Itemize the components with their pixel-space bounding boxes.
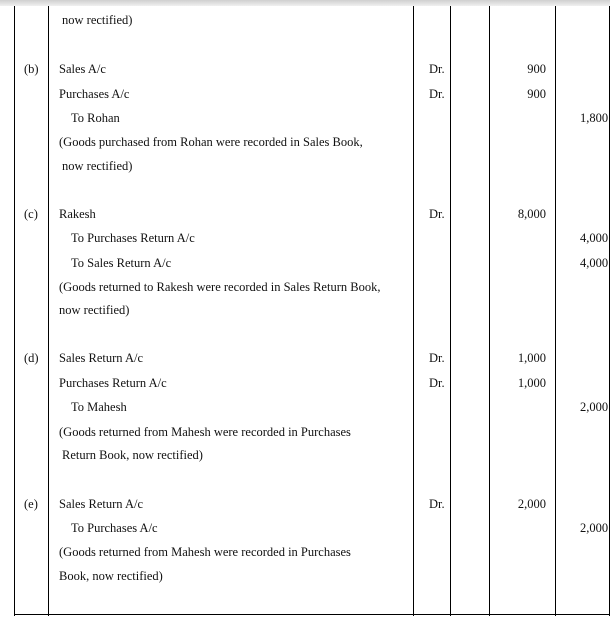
debit-amount: 2,000 [517, 497, 546, 511]
bottom-rule [14, 614, 610, 615]
narration-line: (Goods returned to Rakesh were recorded in Sales Return Book, [59, 280, 381, 294]
column-rule [48, 6, 49, 616]
narration-line: (Goods returned from Mahesh were recorded in Purchases [59, 425, 351, 439]
column-rule [450, 6, 451, 616]
particular-line: Sales Return A/c [59, 351, 144, 365]
credit-amount: 1,800 [580, 111, 609, 125]
particular-line: To Rohan [71, 111, 120, 125]
entry-label: (d) [24, 351, 39, 365]
credit-amount: 2,000 [580, 521, 609, 535]
column-rule [14, 6, 15, 616]
dr-marker: Dr. [429, 376, 445, 390]
dr-marker: Dr. [429, 62, 445, 76]
narration-line: now rectified) [62, 159, 133, 173]
particular-line: To Purchases A/c [71, 521, 158, 535]
particular-line: To Mahesh [71, 400, 127, 414]
narration-line: Return Book, now rectified) [62, 448, 203, 462]
column-rule [413, 6, 414, 616]
entry-label: (e) [24, 497, 38, 511]
debit-amount: 8,000 [517, 207, 546, 221]
entry-label: (b) [24, 62, 39, 76]
entry-label: (c) [24, 207, 38, 221]
debit-amount: 1,000 [517, 376, 546, 390]
credit-amount: 2,000 [580, 400, 609, 414]
dr-marker: Dr. [429, 87, 445, 101]
debit-amount: 900 [527, 87, 546, 101]
narration-line: (Goods returned from Mahesh were recorded in Purchases [59, 545, 351, 559]
debit-amount: 1,000 [517, 351, 546, 365]
particular-line: Rakesh [59, 207, 96, 221]
column-rule [555, 6, 556, 616]
narration-line: (Goods purchased from Rohan were recorded in Sales Book, [59, 135, 363, 149]
particular-line: Purchases A/c [59, 87, 130, 101]
particular-line: Purchases Return A/c [59, 376, 167, 390]
dr-marker: Dr. [429, 351, 445, 365]
narration-line: now rectified) [59, 303, 130, 317]
dr-marker: Dr. [429, 497, 445, 511]
particular-line: Sales Return A/c [59, 497, 144, 511]
particular-line: To Purchases Return A/c [71, 231, 195, 245]
page-top-border [0, 0, 610, 6]
dr-marker: Dr. [429, 207, 445, 221]
intro-line: now rectified) [62, 13, 133, 27]
particular-line: To Sales Return A/c [71, 256, 172, 270]
narration-line: Book, now rectified) [59, 569, 163, 583]
debit-amount: 900 [527, 62, 546, 76]
credit-amount: 4,000 [580, 231, 609, 245]
credit-amount: 4,000 [580, 256, 609, 270]
particular-line: Sales A/c [59, 62, 106, 76]
